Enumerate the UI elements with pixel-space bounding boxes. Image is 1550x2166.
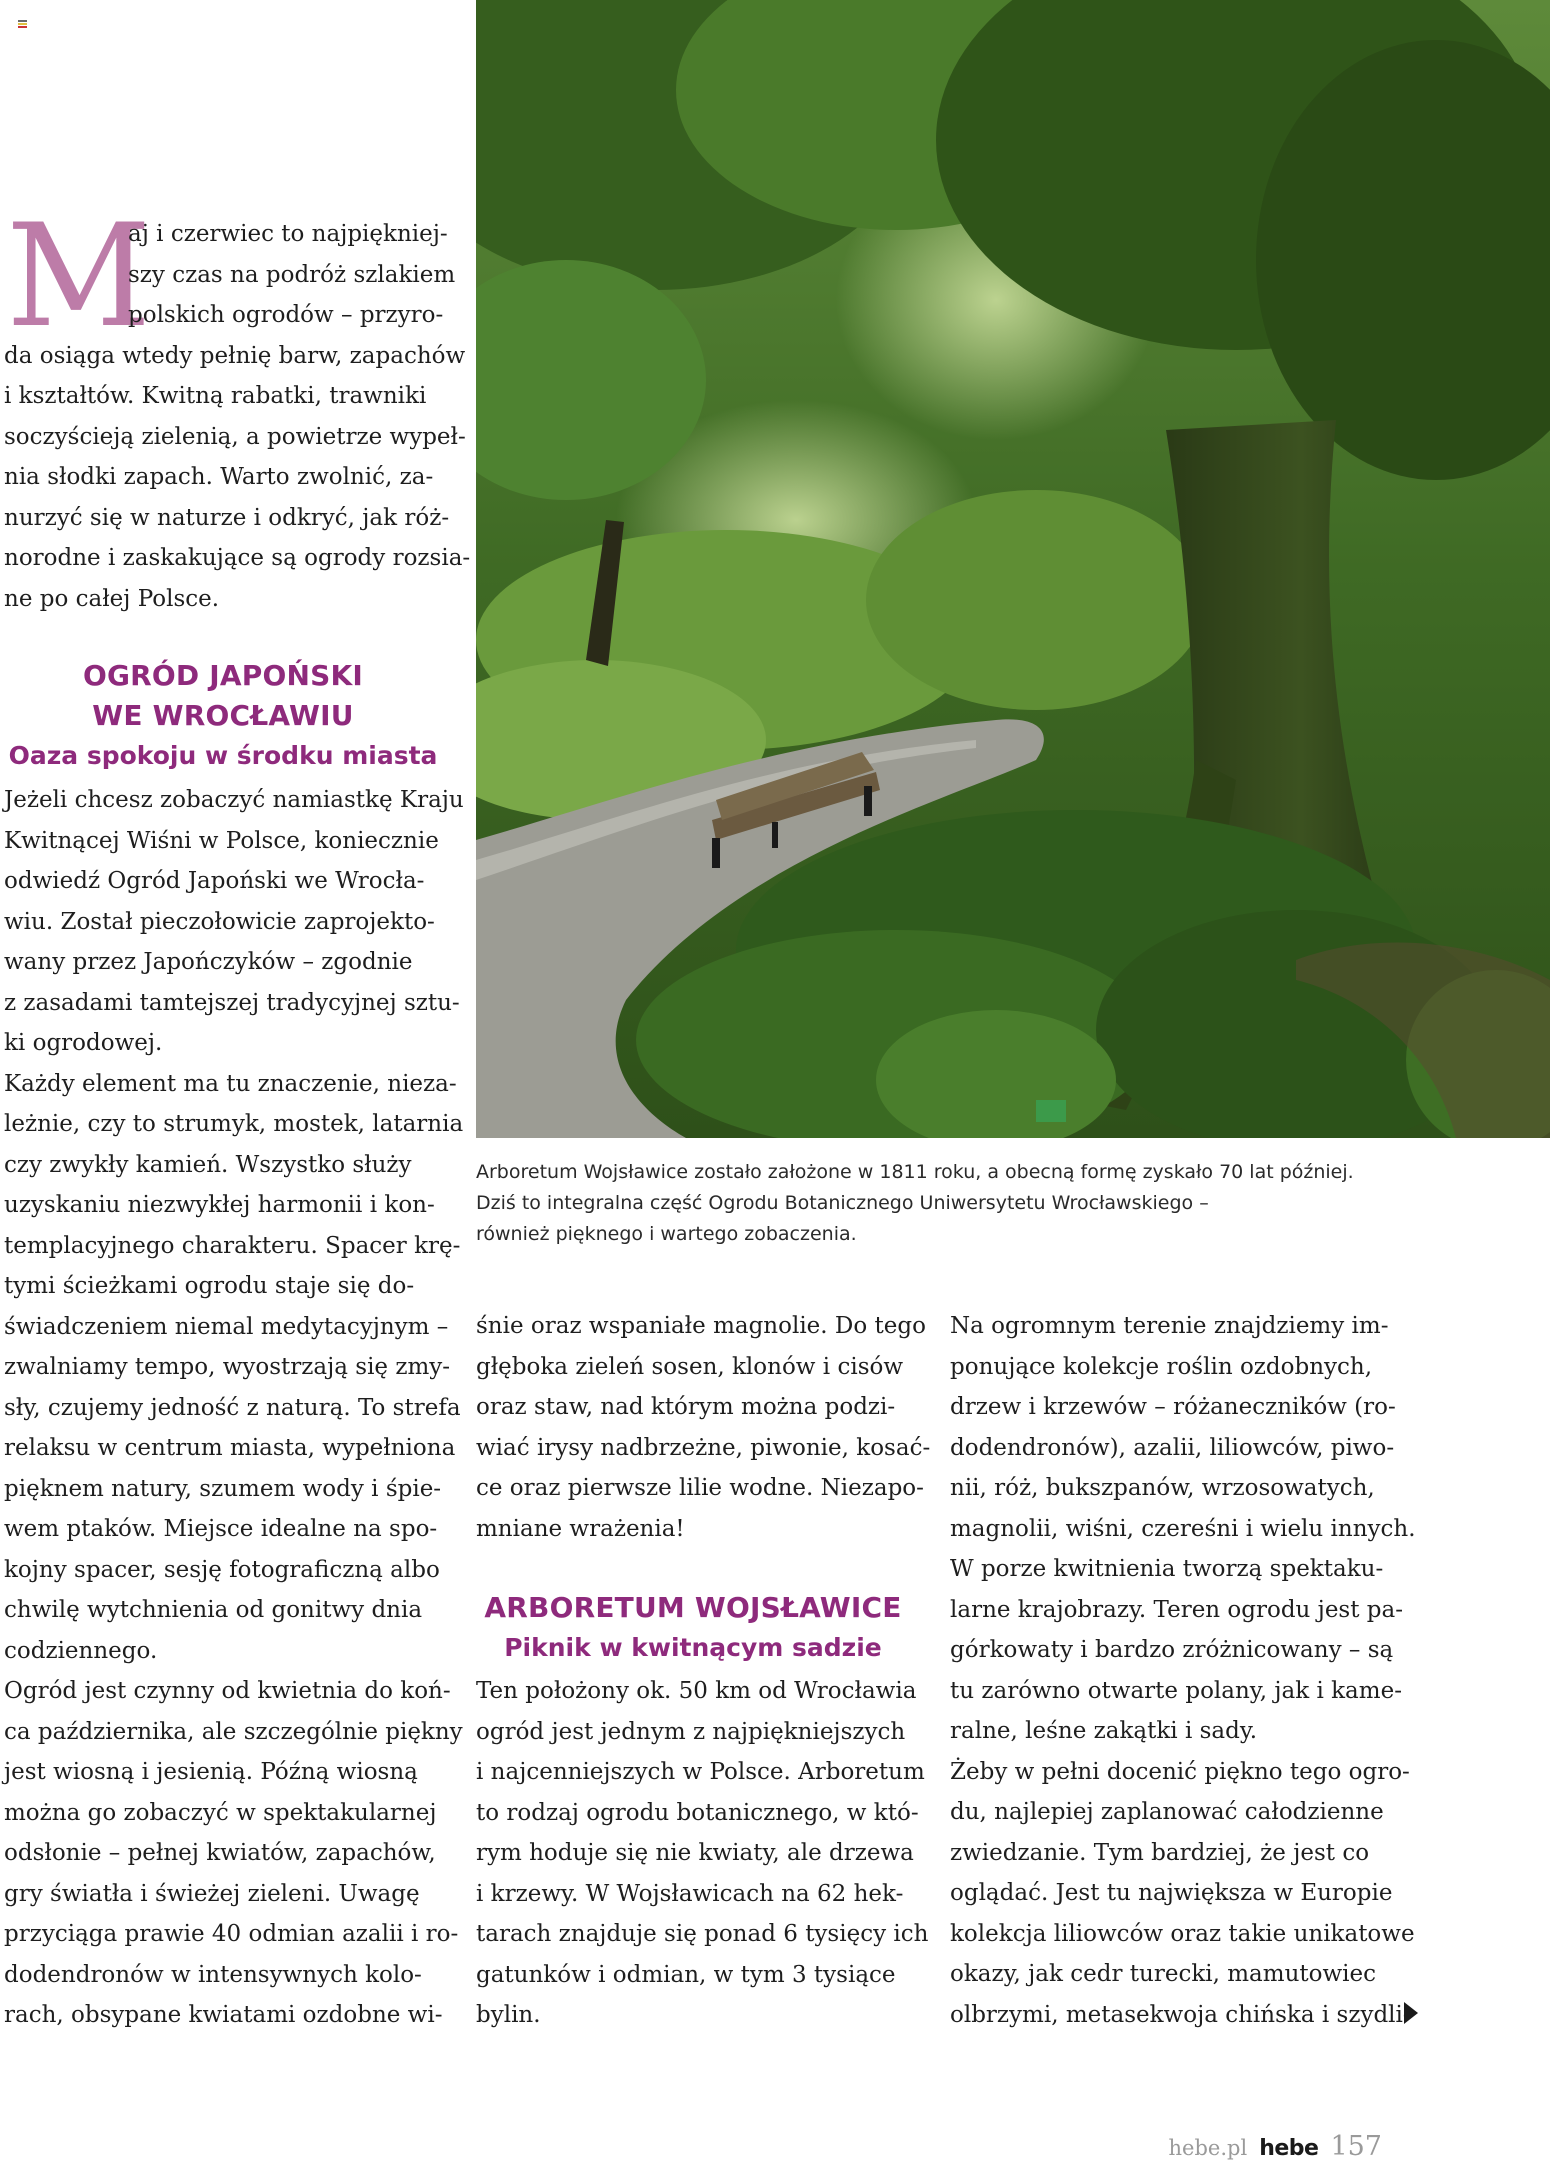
body-line: przyciąga prawie 40 odmian azalii i ro- [4,1921,459,1947]
body-line: i najcenniejszych w Polsce. Arboretum [476,1759,925,1785]
section-subtitle: Oaza spokoju w środku miasta [8,741,438,770]
body-line: W porze kwitnienia tworzą spektaku- [950,1556,1384,1582]
body-line: kojny spacer, sesję fotograficzną albo [4,1556,440,1583]
body-line: ponujące kolekcje roślin ozdobnych, [950,1353,1373,1380]
body-line: gatunków i odmian, w tym 3 tysiące [476,1961,896,1988]
body-line: Jeżeli chcesz zobaczyć namiastkę Kraju [4,787,464,813]
intro-line: norodne i zaskakujące są ogrody rozsia- [4,545,471,571]
column-2-section-body [476,1671,936,2036]
section-title: OGRÓD JAPOŃSKI [82,659,364,692]
intro-line: soczyścieją zielenią, a powietrze wypeł- [4,423,466,450]
section-heading-japanese-garden [0,656,446,776]
body-line: z zasadami tamtejszej tradycyjnej sztu- [4,989,460,1016]
body-line: Żeby w pełni docenić piękno tego ogro- [950,1758,1410,1785]
body-line: oraz staw, nad którym można podzi- [476,1394,896,1420]
body-line: mniane wrażenia! [476,1515,685,1542]
intro-line: da osiąga wtedy pełnię barw, zapachów [4,342,466,369]
body-line: i krzewy. W Wojsławicach na 62 hek- [476,1880,904,1907]
section-subtitle: Piknik w kwitnącym sadzie [504,1633,882,1662]
body-line: chwilę wytchnienia od gonitwy dnia [4,1597,423,1623]
caption-line: Dziś to integralna część Ogrodu Botanicznego Uniwersytetu Wrocławskiego – [476,1192,1209,1214]
body-line: olbrzymi, metasekwoja chińska i szydli- [950,2001,1411,2028]
body-line: drzew i krzewów – różaneczników (ro- [950,1394,1396,1420]
body-line: świadczeniem niemal medytacyjnym – [4,1313,449,1340]
body-line: wiu. Został pieczołowicie zaprojekto- [4,908,435,935]
body-line: odwiedź Ogród Japoński we Wrocła- [4,868,425,894]
section-heading-arboretum [470,1588,916,1668]
body-line: rym hoduje się nie kwiaty, ale drzewa [476,1840,914,1866]
intro-line: i kształtów. Kwitną rabatki, trawniki [4,383,427,409]
column-2-body [476,1306,936,1549]
body-line: gry światła i świeżej zieleni. Uwagę [4,1880,420,1907]
intro-line: ne po całej Polsce. [4,585,220,612]
body-line: templacyjnego charakteru. Spacer krę- [4,1232,461,1259]
body-line: tymi ścieżkami ogrodu staje się do- [4,1273,415,1299]
caption-line: również pięknego i wartego zobaczenia. [476,1223,857,1245]
body-line: czy zwykły kamień. Wszystko służy [4,1151,412,1178]
column-3-body [950,1306,1420,2035]
body-line: ralne, leśne zakątki i sady. [950,1718,1258,1744]
section-title: WE WROCŁAWIU [92,699,354,732]
body-line: Ogród jest czynny od kwietnia do koń- [4,1678,451,1704]
body-line: kolekcja liliowców oraz takie unikatowe [950,1920,1415,1947]
body-line: codziennego. [4,1637,158,1664]
body-line: okazy, jak cedr turecki, mamutowiec [950,1961,1377,1987]
body-line: odsłonie – pełnej kwiatów, zapachów, [4,1840,436,1866]
body-line: wem ptaków. Miejsce idealne na spo- [4,1516,438,1542]
body-line: ce oraz pierwsze lilie wodne. Niezapo- [476,1475,924,1501]
intro-line: nurzyć się w naturze i odkryć, jak róż- [4,504,450,531]
body-line: tarach znajduje się ponad 6 tysięcy ich [476,1921,929,1947]
caption-line: Arboretum Wojsławice zostało założone w 1811 roku, a obecną formę zyskało 70 lat później. [476,1161,1354,1183]
body-line: śnie oraz wspaniałe magnolie. Do tego [476,1313,926,1339]
intro-line: polskich ogrodów – przyro- [128,302,444,328]
drop-cap: M [6,194,152,359]
intro-paragraph [4,194,471,619]
body-line: relaksu w centrum miasta, wypełniona [4,1435,456,1461]
body-line: dodendronów w intensywnych kolo- [4,1961,422,1988]
garden-photo [476,0,1550,1138]
body-line: uzyskaniu niezwykłej harmonii i kon- [4,1192,435,1218]
body-line: bylin. [476,2002,541,2028]
body-line: sły, czujemy jedność z naturą. To strefa [4,1394,461,1421]
body-line: oglądać. Jest tu największa w Europie [950,1880,1393,1906]
body-line: du, najlepiej zaplanować całodzienne [950,1799,1384,1825]
body-line: ogród jest jednym z najpiękniejszych [476,1718,906,1745]
body-line: górkowaty i bardzo zróżnicowany – są [950,1637,1394,1663]
body-line: głęboka zieleń sosen, klonów i cisów [476,1353,904,1380]
section-title: ARBORETUM WOJSŁAWICE [484,1591,902,1624]
body-line: pięknem natury, szumem wody i śpie- [4,1475,442,1502]
intro-line: aj i czerwiec to najpiękniej- [128,221,448,247]
page-footer [1169,2131,1382,2162]
body-line: leżnie, czy to strumyk, mostek, latarnia [4,1111,464,1137]
body-line: Każdy element ma tu znaczenie, nieza- [4,1070,457,1097]
intro-line: szy czas na podróż szlakiem [128,261,456,288]
body-line: Kwitnącej Wiśni w Polsce, koniecznie [4,827,439,854]
body-line: Na ogromnym terenie znajdziemy im- [950,1313,1389,1339]
body-line: Ten położony ok. 50 km od Wrocławia [476,1678,917,1704]
page-number: 157 [1330,2131,1382,2162]
corner-mark-icon [18,20,27,28]
photo-caption [476,1157,1536,1250]
body-line: tu zarówno otwarte polany, jak i kame- [950,1677,1402,1704]
body-line: można go zobaczyć w spektakularnej [4,1799,437,1826]
body-line: to rodzaj ogrodu botanicznego, w któ- [476,1799,919,1826]
body-line: ki ogrodowej. [4,1030,163,1056]
column-1-body [4,780,464,2036]
body-line: rach, obsypane kwiatami ozdobne wi- [4,2002,443,2028]
body-line: wany przez Japończyków – zgodnie [4,949,413,975]
body-line: nii, róż, bukszpanów, wrzosowatych, [950,1475,1375,1501]
footer-brand-logo: hebe [1259,2136,1319,2161]
footer-site: hebe.pl [1168,2136,1248,2160]
continue-arrow-icon [1404,2002,1418,2024]
intro-line: nia słodki zapach. Warto zwolnić, za- [4,464,434,490]
body-line: wiać irysy nadbrzeżne, piwonie, kosać- [476,1434,931,1461]
body-line: zwiedzanie. Tym bardziej, że jest co [950,1839,1370,1866]
body-line: ca października, ale szczególnie piękny [4,1718,463,1745]
body-line: zwalniamy tempo, wyostrzają się zmy- [4,1354,451,1380]
body-line: magnolii, wiśni, czereśni i wielu innych. [950,1515,1416,1542]
body-line: dodendronów), azalii, liliowców, piwo- [950,1434,1395,1461]
body-line: jest wiosną i jesienią. Późną wiosną [4,1759,418,1785]
body-line: larne krajobrazy. Teren ogrodu jest pa- [950,1596,1403,1623]
